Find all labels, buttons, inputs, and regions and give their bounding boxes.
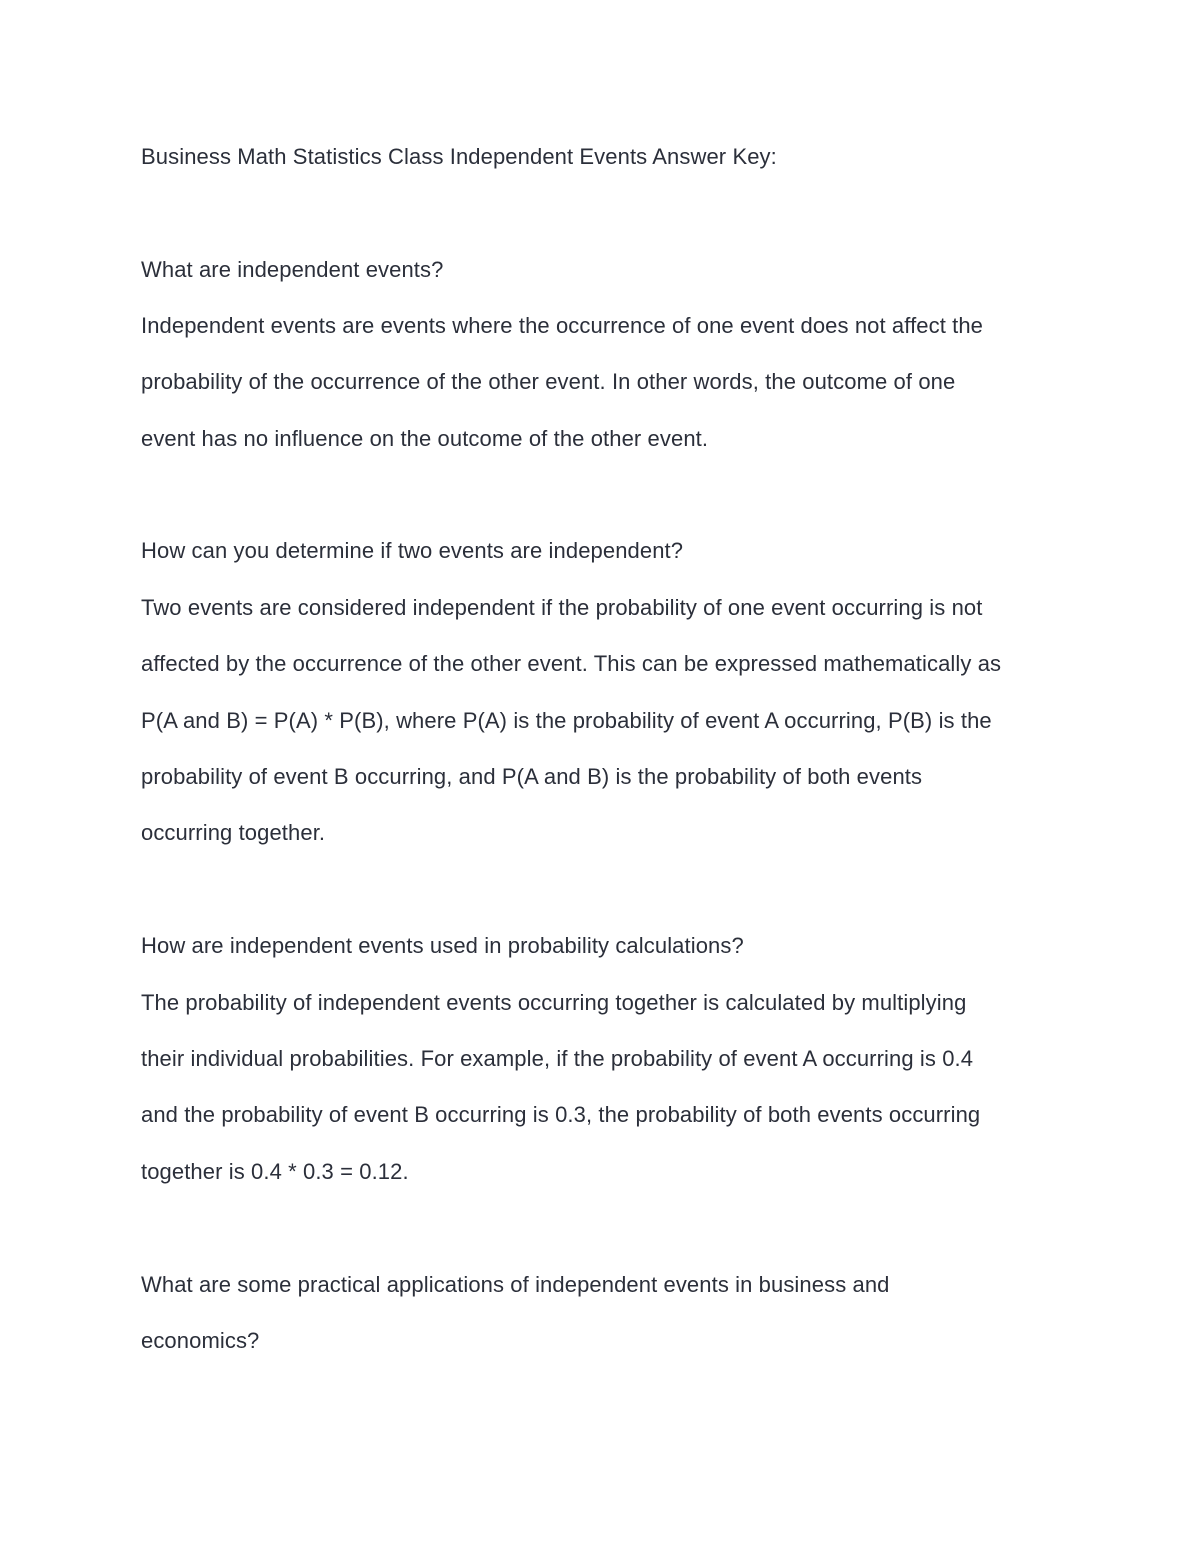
answer-line: The probability of independent events occurring together is calculated by multiplying	[141, 990, 967, 1015]
answer-line: probability of the occurrence of the other event. In other words, the outcome of one	[141, 369, 956, 394]
answer-line: probability of event B occurring, and P(A and B) is the probability of both events	[141, 764, 923, 789]
answer-line: Two events are considered independent if the probability of one event occurring is not	[141, 595, 983, 620]
question-heading-continued: economics?	[141, 1328, 260, 1353]
answer-line: P(A and B) = P(A) * P(B), where P(A) is the probability of event A occurring, P(B) is the	[141, 708, 992, 733]
answer-line: occurring together.	[141, 820, 326, 845]
answer-line: event has no influence on the outcome of the other event.	[141, 426, 709, 451]
answer-line: their individual probabilities. For example, if the probability of event A occurring is 0.4	[141, 1046, 974, 1071]
answer-line: affected by the occurrence of the other event. This can be expressed mathematically as	[141, 651, 1002, 676]
answer-line: Independent events are events where the occurrence of one event does not affect the	[141, 313, 984, 338]
answer-line: and the probability of event B occurring is 0.3, the probability of both events occurring	[141, 1102, 981, 1127]
question-heading: How can you determine if two events are independent?	[141, 538, 684, 563]
answer-line: together is 0.4 * 0.3 = 0.12.	[141, 1159, 409, 1184]
question-heading: What are some practical applications of independent events in business and	[141, 1272, 890, 1297]
question-heading: How are independent events used in probability calculations?	[141, 933, 744, 958]
question-heading: What are independent events?	[141, 257, 444, 282]
document-title: Business Math Statistics Class Independent Events Answer Key:	[141, 144, 777, 169]
